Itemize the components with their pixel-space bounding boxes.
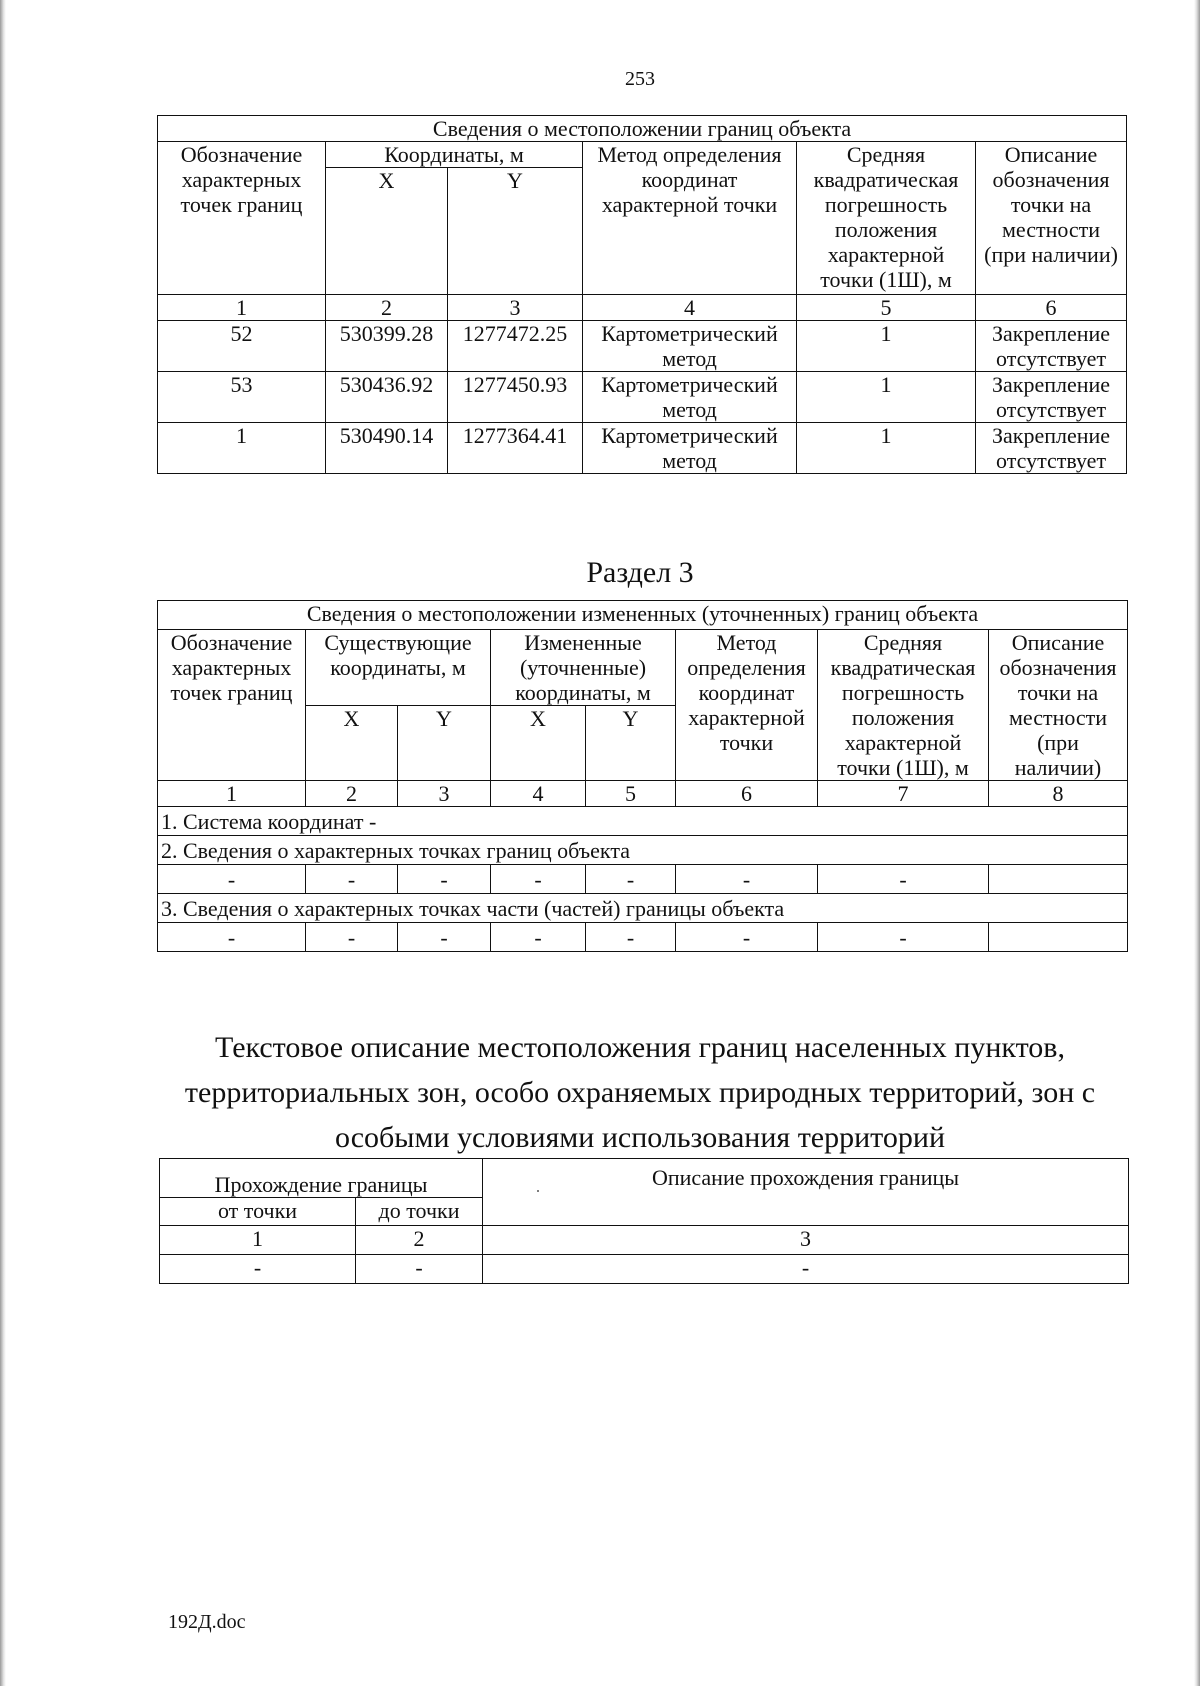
cell-y: 1277450.93: [448, 372, 583, 423]
column-number: 2: [356, 1226, 483, 1255]
cell-value: -: [158, 923, 306, 952]
header-changed-coordinates: Измененные (уточненные) координаты, м: [491, 630, 676, 706]
cell-value: [989, 923, 1128, 952]
header-existing-y: Y: [398, 706, 491, 781]
section-title: Раздел 3: [586, 556, 694, 589]
header-error: Средняя квадратическая погрешность положения характерной точки (1Ш), м: [818, 630, 989, 781]
cell-value: -: [483, 1255, 1129, 1284]
column-number: 1: [158, 295, 326, 321]
cell-value: -: [398, 923, 491, 952]
table-row: [158, 423, 1127, 474]
table-row: [158, 372, 1127, 423]
column-number: 3: [398, 781, 491, 807]
header-passage-description: Описание прохождения границы: [483, 1159, 1129, 1226]
cell-value: [989, 865, 1128, 894]
table-row: [160, 1255, 1129, 1284]
header-method: Метод определения координат характерной точки: [583, 142, 797, 295]
cell-x: 530490.14: [326, 423, 448, 474]
coordinate-system-row: 1. Система координат -: [158, 807, 1128, 836]
column-number: 4: [491, 781, 586, 807]
text-description-heading: Текстовое описание местоположения границ населенных пунктов, территориальных зон, особо охраняемых природных территорий, зон с особыми условиями использования территорий: [184, 1031, 1096, 1154]
cell-value: -: [586, 865, 676, 894]
column-number: 2: [326, 295, 448, 321]
cell-x: 530399.28: [326, 321, 448, 372]
cell-value: -: [491, 923, 586, 952]
header-existing-coordinates: Существующие координаты, м: [306, 630, 491, 706]
cell-description: Закрепление отсутствует: [976, 423, 1127, 474]
header-method: Метод определения координат характерной точки: [676, 630, 818, 781]
column-number: 6: [676, 781, 818, 807]
table-title: Сведения о местоположении измененных (уточненных) границ объекта: [158, 601, 1128, 630]
header-point-designation: Обозначение характерных точек границ: [158, 630, 306, 781]
cell-method: Картометрический метод: [583, 423, 797, 474]
header-from-point: от точки: [160, 1198, 356, 1226]
column-number: 3: [483, 1226, 1129, 1255]
header-changed-x: X: [491, 706, 586, 781]
header-coordinates: Координаты, м: [326, 142, 583, 168]
cell-method: Картометрический метод: [583, 372, 797, 423]
page-number: 253: [625, 68, 655, 90]
boundary-points-heading: 2. Сведения о характерных точках границ объекта: [158, 836, 1128, 865]
cell-x: 530436.92: [326, 372, 448, 423]
cell-point: 1: [158, 423, 326, 474]
cell-error: 1: [797, 321, 976, 372]
cell-value: -: [158, 865, 306, 894]
column-number: 1: [158, 781, 306, 807]
cell-y: 1277472.25: [448, 321, 583, 372]
header-y: Y: [448, 168, 583, 295]
cell-value: -: [491, 865, 586, 894]
header-to-point: до точки: [356, 1198, 483, 1226]
column-number: 1: [160, 1226, 356, 1255]
cell-value: -: [160, 1255, 356, 1284]
header-changed-y: Y: [586, 706, 676, 781]
cell-value: -: [356, 1255, 483, 1284]
cell-y: 1277364.41: [448, 423, 583, 474]
cell-description: Закрепление отсутствует: [976, 321, 1127, 372]
column-number: 6: [976, 295, 1127, 321]
boundary-passage-table: [159, 1158, 1129, 1284]
cell-description: Закрепление отсутствует: [976, 372, 1127, 423]
cell-value: -: [818, 865, 989, 894]
cell-value: -: [818, 923, 989, 952]
boundary-location-table: [157, 115, 1127, 474]
header-description: Описание обозначения точки на местности (при наличии): [976, 142, 1127, 295]
table-row: [158, 923, 1128, 952]
cell-point: 53: [158, 372, 326, 423]
column-number: 2: [306, 781, 398, 807]
header-description: Описание обозначения точки на местности (при наличии): [989, 630, 1128, 781]
column-number: 3: [448, 295, 583, 321]
table-title: Сведения о местоположении границ объекта: [158, 116, 1127, 142]
column-number: 4: [583, 295, 797, 321]
table-row: [158, 865, 1128, 894]
cell-method: Картометрический метод: [583, 321, 797, 372]
header-passage: Прохождение границы: [160, 1159, 483, 1198]
cell-error: 1: [797, 372, 976, 423]
scan-speck: [537, 1190, 539, 1192]
changed-boundary-table: [157, 600, 1128, 952]
cell-value: -: [306, 923, 398, 952]
part-points-heading: 3. Сведения о характерных точках части (частей) границы объекта: [158, 894, 1128, 923]
header-x: X: [326, 168, 448, 295]
cell-value: -: [306, 865, 398, 894]
header-point-designation: Обозначение характерных точек границ: [158, 142, 326, 295]
column-number: 5: [797, 295, 976, 321]
cell-value: -: [676, 923, 818, 952]
cell-value: -: [586, 923, 676, 952]
header-error: Средняя квадратическая погрешность положения характерной точки (1Ш), м: [797, 142, 976, 295]
header-existing-x: X: [306, 706, 398, 781]
cell-value: -: [398, 865, 491, 894]
footer-filename: 192Д.doc: [168, 1611, 246, 1633]
column-number: 5: [586, 781, 676, 807]
scan-edge-left: [0, 0, 6, 1686]
cell-value: -: [676, 865, 818, 894]
column-number: 8: [989, 781, 1128, 807]
table-row: [158, 321, 1127, 372]
cell-error: 1: [797, 423, 976, 474]
scan-edge-right: [1194, 0, 1200, 1686]
cell-point: 52: [158, 321, 326, 372]
column-number: 7: [818, 781, 989, 807]
